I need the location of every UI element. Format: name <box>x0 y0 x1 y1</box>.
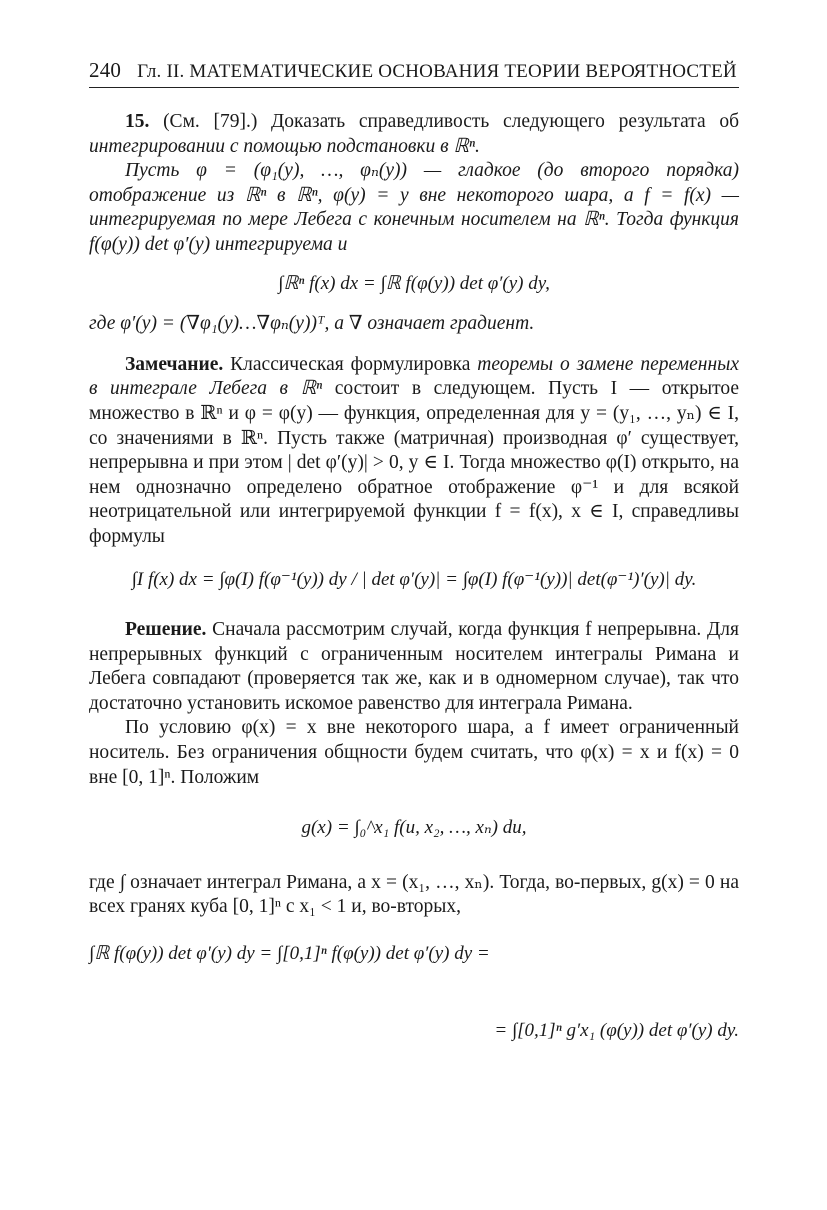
problem-intro <box>89 110 739 159</box>
solution-paragraph <box>89 618 739 716</box>
formula-change-of-variables: ∫I f(x) dx = ∫φ(I) f(φ⁻¹(y)) dy / | det φ′(y)| = ∫φ(I) f(φ⁻¹(y))| det(φ⁻¹)′(y)| dy. <box>131 568 697 590</box>
remark-theorem-name: теоремы о замене переменных в интеграле Лебега в ℝⁿ <box>89 353 739 400</box>
problem-intro-italic: интегрировании с помощью подстановки в ℝⁿ. <box>89 135 480 157</box>
problem-statement: Пусть φ = (φ₁(y), …, φₙ(y)) — гладкое (до второго порядка) отображение из ℝⁿ в ℝⁿ, φ(y) = y вне некоторого шара, a f = f(x) — интегрируемая по мере Лебега с конечным носителем на ℝⁿ. Тогда функция f(φ(y)) det φ′(y) интегрируема и <box>89 160 739 255</box>
page-body <box>89 110 739 1043</box>
problem-number: 15. <box>125 111 150 132</box>
solution-text: Сначала рассмотрим случай, когда функция f непрерывна. Для непрерывных функций с ограниченным носителем интегралы Римана и Лебега совпадают (проверяется так же, как и в одномерном случае), так что достаточно установить искомое равенство для интеграла Римана. <box>89 619 739 714</box>
remark-paragraph <box>89 353 739 550</box>
chapter-title: Гл. II. МАТЕМАТИЧЕСКИЕ ОСНОВАНИЯ ТЕОРИИ ВЕРОЯТНОСТЕЙ <box>137 61 737 82</box>
solution-paragraph-2: По условию φ(x) = x вне некоторого шара, а f имеет ограниченный носитель. Без ограничения общности будем считать, что φ(x) = x и f(x) = 0 вне [0, 1]ⁿ. Положим <box>89 717 739 788</box>
remark-text-b: состоит в следующем. Пусть I — открытое множество в ℝⁿ и φ = φ(y) — функция, определенная для y = (y₁, …, yₙ) ∈ I, со значениями в ℝⁿ. Пусть также (матричная) производная φ′ существует, непрерывна и при этом | det φ′(y)| > 0, y ∈ I. Тогда множество φ(I) открыто, на нем однозначно определено обратное отображение φ⁻¹ и для всякой неотрицательной или интегрируемой функции f = f(x), x ∈ I, справедливы формулы <box>89 378 739 547</box>
header-rule <box>89 87 739 88</box>
solution-paragraph-3: где ∫ означает интеграл Римана, а x = (x₁, …, xₙ). Тогда, во-первых, g(x) = 0 на всех гранях куба [0, 1]ⁿ с x₁ < 1 и, во-вторых, <box>89 871 739 918</box>
formula-integral-chain: ∫ℝ f(φ(y)) det φ′(y) dy = ∫[0,1]ⁿ f(φ(y)) det φ′(y) dy = <box>89 943 490 965</box>
formula-g-definition: g(x) = ∫₀^x₁ f(u, x₂, …, xₙ) du, <box>301 817 527 839</box>
running-head <box>89 58 739 83</box>
formula-substitution: ∫ℝⁿ f(x) dx = ∫ℝ f(φ(y)) det φ′(y) dy, <box>278 272 550 294</box>
gradient-definition: где φ′(y) = (∇φ₁(y)…∇φₙ(y))ᵀ, а ∇ означает градиент. <box>89 313 535 335</box>
solution-label: Решение. <box>125 619 207 641</box>
page-number: 240 <box>89 58 122 82</box>
remark-text-a: Классическая формулировка <box>223 353 478 375</box>
formula-integral-chain-end: = ∫[0,1]ⁿ g′x₁ (φ(y)) det φ′(y) dy. <box>494 1019 739 1041</box>
remark-label: Замечание. <box>125 353 224 375</box>
problem-intro-text: (См. [79].) Доказать справедливость следующего результата об <box>163 111 740 132</box>
